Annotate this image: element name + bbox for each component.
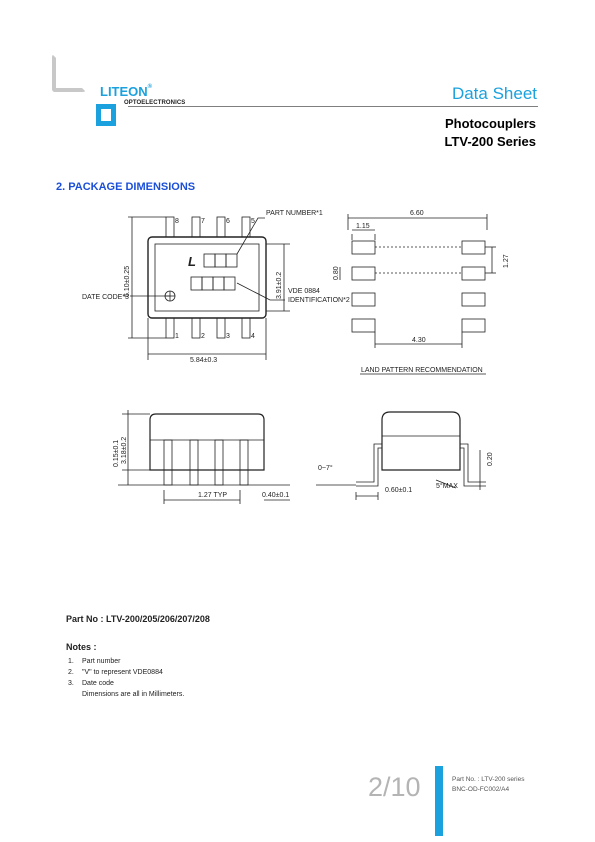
notes-heading: Notes : <box>66 642 97 652</box>
pin-label-2: 2 <box>201 333 205 340</box>
pin-4 <box>242 318 250 338</box>
footer-accent-bar <box>435 766 443 836</box>
callout-vde-1: VDE 0884 <box>288 288 320 295</box>
side-lead-2 <box>190 440 198 485</box>
pin-label-6: 6 <box>226 218 230 225</box>
dim-land-pad-h: 0.80 <box>333 266 340 280</box>
side-lead-3 <box>215 440 223 485</box>
dim-side-height: 3.18±0.2 <box>121 436 128 464</box>
product-category: Photocouplers <box>444 116 536 131</box>
brand-logo: LITEON® <box>100 84 153 99</box>
footer-part-label: Part No. : LTV-200 series <box>452 776 525 783</box>
pin-label-1: 1 <box>175 333 179 340</box>
package-drawing <box>60 200 510 510</box>
end-body <box>382 412 460 470</box>
dim-end-thick: 0.20 <box>487 452 494 466</box>
callout-date-code: DATE CODE*3 <box>82 294 129 301</box>
side-lead-4 <box>240 440 248 485</box>
note-extra: Dimensions are all in Millimeters. <box>82 691 185 698</box>
pin-3 <box>217 318 225 338</box>
pin-label-3: 3 <box>226 333 230 340</box>
side-lead-1 <box>164 440 172 485</box>
dim-end-foot: 0.60±0.1 <box>385 487 413 494</box>
logo-frame-blue <box>96 104 116 126</box>
dim-width: 5.84±0.3 <box>190 357 218 364</box>
callout-part-number: PART NUMBER*1 <box>266 210 323 217</box>
dim-land-pitch: 1.27 <box>503 254 510 268</box>
dim-land-gap: 4.30 <box>412 337 426 344</box>
land-caption: LAND PATTERN RECOMMENDATION <box>361 367 483 374</box>
side-body <box>150 414 264 470</box>
body-letter: L <box>188 254 196 269</box>
pin-2 <box>192 318 200 338</box>
note-item: 2. "V" to represent VDE0884 <box>68 669 163 676</box>
pin-label-4: 4 <box>251 333 255 340</box>
callout-vde-2: IDENTIFICATION*2 <box>288 297 350 304</box>
doc-title: Data Sheet <box>451 84 537 103</box>
brand-subtitle: OPTOELECTRONICS <box>124 100 186 106</box>
pin-7 <box>192 217 200 237</box>
pin-label-7: 7 <box>201 218 205 225</box>
dim-end-max: 5°MAX <box>436 483 458 490</box>
pin-label-8: 8 <box>175 218 179 225</box>
note-item: 1. Part number <box>68 658 121 665</box>
dim-height: 6.10±0.25 <box>124 265 131 297</box>
dim-side-pitch: 1.27 TYP <box>198 492 228 499</box>
logo-frame-grey <box>52 54 86 92</box>
dim-land-total: 6.60 <box>410 210 424 217</box>
dim-inner: 3.91±0.2 <box>276 271 283 299</box>
footer-doc-code: BNC-OD-FC002/A4 <box>452 786 510 793</box>
section-heading: 2. PACKAGE DIMENSIONS <box>56 181 196 193</box>
product-series: LTV-200 Series <box>444 134 536 149</box>
pin-6 <box>217 217 225 237</box>
part-number-line: Part No : LTV-200/205/206/207/208 <box>66 614 210 624</box>
dim-side-standoff: 0.15±0.1 <box>113 439 120 467</box>
page-number: 2/10 <box>368 772 421 802</box>
pin-label-5: 5 <box>251 218 255 225</box>
pin-8 <box>166 217 174 237</box>
dim-land-pad: 1.15 <box>356 223 370 230</box>
dim-end-angle: 0~7° <box>318 465 333 472</box>
notes-list <box>68 656 184 700</box>
pin-1 <box>166 318 174 338</box>
dim-side-lead: 0.40±0.1 <box>262 492 290 499</box>
package-body <box>148 237 266 318</box>
note-item: 3. Date code <box>68 680 114 687</box>
header-rule <box>128 106 538 107</box>
